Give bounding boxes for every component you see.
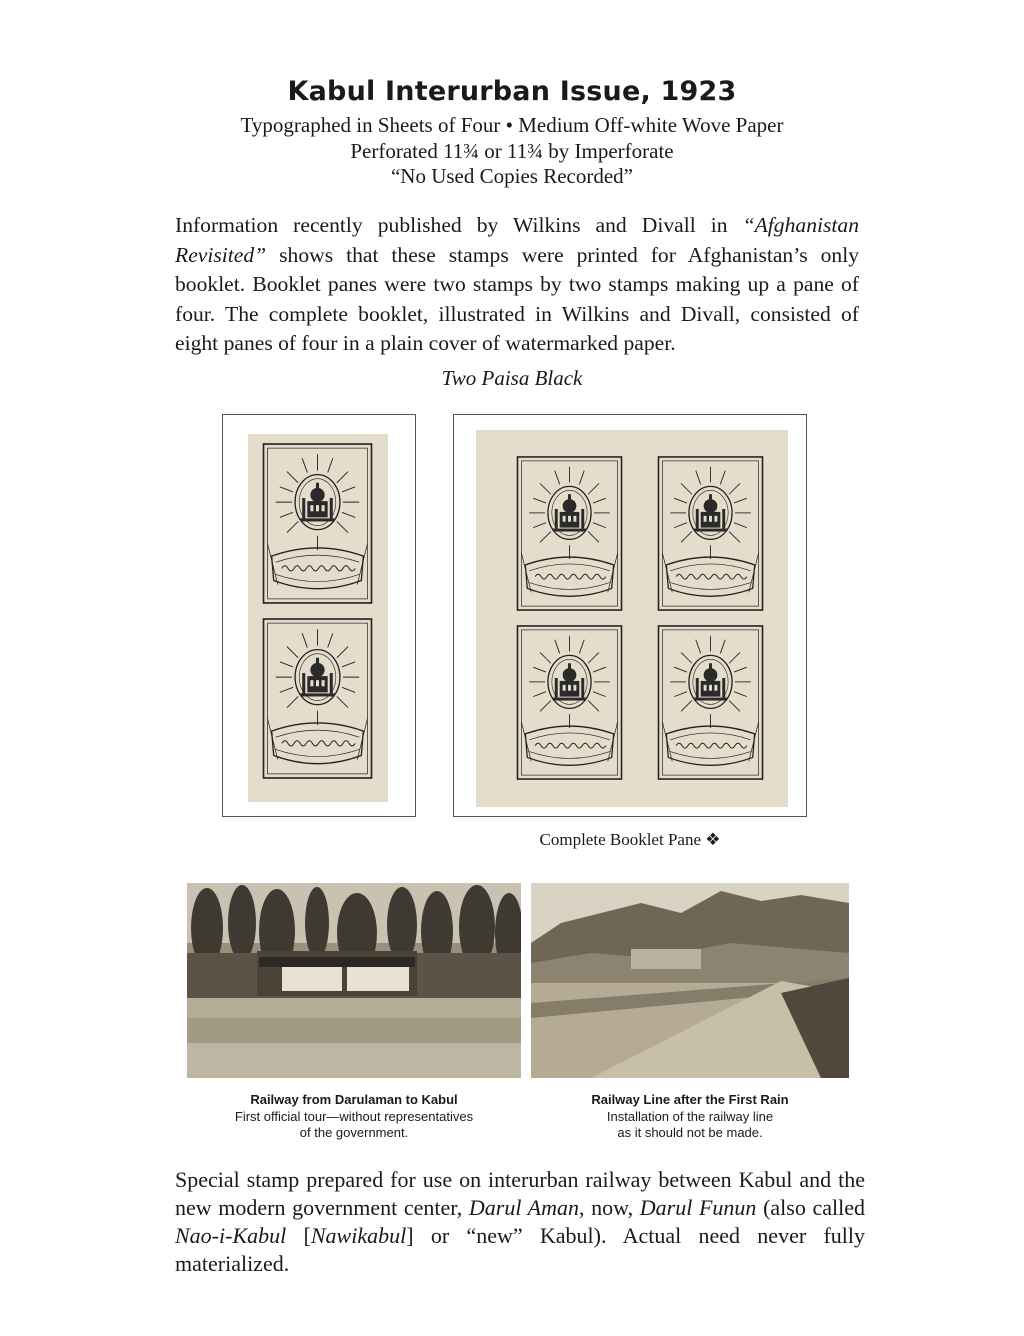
closing-paragraph: Special stamp prepared for use on interurban railway between Kabul and the new modern government center, Darul Aman, now, Darul Funun (also called Nao-i-Kabul [Nawikabul] or “new” Kabul). Actual need never fully materialized. — [175, 1167, 866, 1276]
stamp-pane-2 — [654, 455, 767, 612]
stamp-bottom — [261, 617, 374, 780]
book-title: “Afghanistan Revisited” — [175, 213, 859, 267]
photo-railway-line — [531, 883, 849, 1078]
subtitle-perforation: Perforated 11¾ or 11¾ by Imperforate — [350, 139, 674, 163]
pane-caption: Complete Booklet Pane ❖ — [539, 830, 721, 849]
stamp-pane-3 — [513, 624, 626, 781]
photo-caption-1-title: Railway from Darulaman to Kabul — [250, 1092, 458, 1107]
photo-caption-2-title: Railway Line after the First Rain — [591, 1092, 789, 1107]
photo-caption-1: Railway from Darulaman to Kabul First official tour—without representatives of the government. — [187, 1092, 521, 1142]
stamp-pane-1 — [513, 455, 626, 612]
stamp-pane-4 — [654, 624, 767, 781]
page-title: Kabul Interurban Issue, 1923 — [287, 76, 737, 107]
subtitle-used-copies: “No Used Copies Recorded” — [390, 164, 633, 188]
stamp-top — [261, 442, 374, 605]
photo-railway-tram — [187, 883, 521, 1078]
photo-caption-2: Railway Line after the First Rain Installation of the railway line as it should not be made. — [531, 1092, 849, 1142]
stamp-value-caption: Two Paisa Black — [441, 366, 583, 390]
intro-paragraph: Information recently published by Wilkins and Divall in “Afghanistan Revisited” shows that these stamps were printed for Afghanistan’s only booklet. Booklet panes were two stamps by two stamps making up a pane of four. The complete booklet, illustrated in Wilkins and Divall, consisted of eight panes of four in a plain cover of watermarked paper. — [175, 213, 859, 355]
vertical-pair-frame — [222, 414, 416, 817]
subtitle-printing: Typographed in Sheets of Four • Medium Off-white Wove Paper — [240, 113, 784, 137]
booklet-pane-frame — [453, 414, 807, 817]
